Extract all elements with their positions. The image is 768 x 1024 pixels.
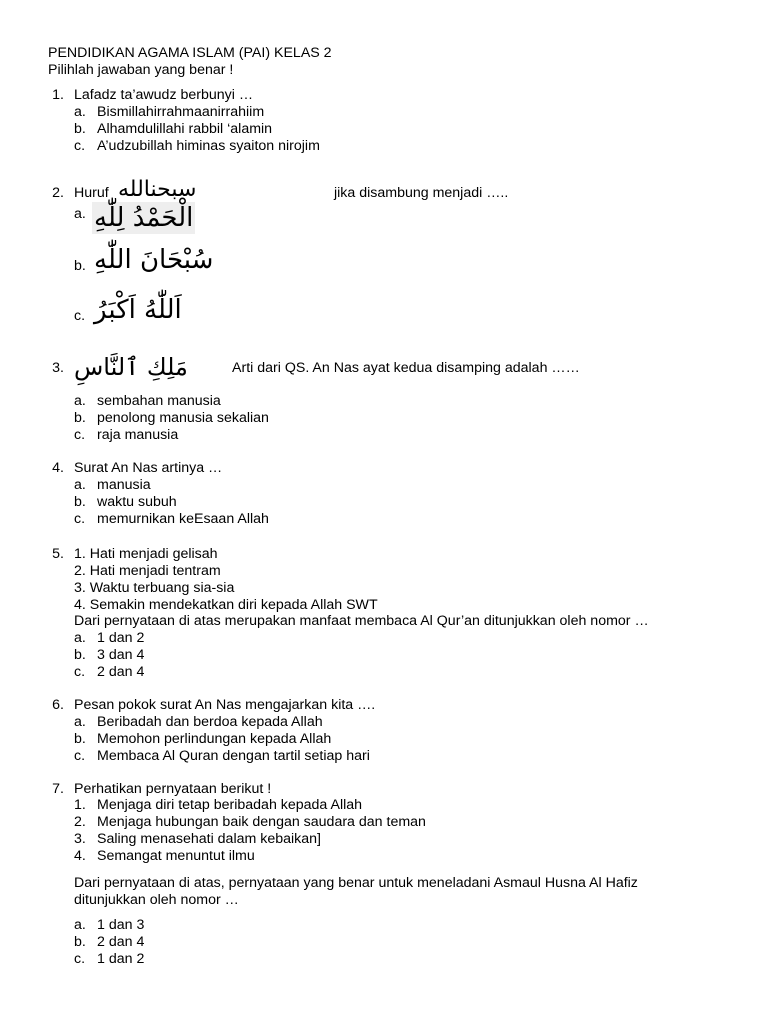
option-text: 1 dan 2	[97, 630, 145, 646]
option-label: a.	[74, 917, 86, 933]
option-label: b.	[74, 647, 86, 663]
question-text: Surat An Nas artinya …	[74, 460, 223, 476]
option-label: c.	[74, 511, 86, 527]
arabic-letters: سبحنالله	[118, 177, 197, 202]
question-text-2-cont: ditunjukkan oleh nomor …	[74, 892, 239, 908]
option-text: 1 dan 3	[97, 917, 145, 933]
question-text: Arti dari QS. An Nas ayat kedua disamping adalah ……	[232, 360, 580, 376]
option-text: raja manusia	[97, 427, 179, 443]
statement: 1. Hati menjadi gelisah	[74, 546, 218, 562]
option-text: Bismillahirrahmaanirrahiim	[97, 104, 265, 120]
statement-label: 1.	[74, 797, 86, 813]
question-text: Dari pernyataan di atas merupakan manfaat membaca Al Qur’an ditunjukkan oleh nomor …	[74, 613, 649, 629]
option-arabic: سُبْحَانَ اللّٰهِ	[94, 245, 214, 275]
question-number: 7.	[52, 781, 64, 797]
option-text: Beribadah dan berdoa kepada Allah	[97, 714, 323, 730]
option-label: c.	[74, 951, 86, 967]
question-text: Lafadz ta’awudz berbunyi …	[74, 87, 254, 103]
option-text: manusia	[97, 477, 151, 493]
option-text: penolong manusia sekalian	[97, 410, 269, 426]
option-label: a.	[74, 630, 86, 646]
question-text-suffix: jika disambung menjadi …..	[334, 185, 509, 201]
statement: 2. Hati menjadi tentram	[74, 563, 221, 579]
option-label: c.	[74, 138, 86, 154]
option-arabic: الْحَمْدُ لِلّٰهِ	[94, 203, 194, 233]
question-number: 1.	[52, 87, 64, 103]
option-text: Membaca Al Quran dengan tartil setiap hari	[97, 748, 370, 764]
option-label: a.	[74, 714, 86, 730]
option-label: b.	[74, 258, 86, 274]
option-label: a.	[74, 477, 86, 493]
question-number: 6.	[52, 697, 64, 713]
option-text: waktu subuh	[97, 494, 177, 510]
statement-text: Menjaga diri tetap beribadah kepada Allah	[97, 797, 363, 813]
instruction-text: Pilihlah jawaban yang benar !	[48, 62, 234, 78]
statement-label: 4.	[74, 848, 86, 864]
option-text: 2 dan 4	[97, 934, 145, 950]
question-text-prefix: Huruf	[74, 185, 109, 201]
option-text: Alhamdulillahi rabbil ‘alamin	[97, 121, 273, 137]
option-arabic: اَللّٰهُ اَكْبَرُ	[94, 295, 182, 325]
arabic-verse: مَلِكِ ٱلنَّاسِ	[74, 353, 188, 381]
question-text-2: Dari pernyataan di atas, pernyataan yang benar untuk meneladani Asmaul Husna Al Hafiz	[74, 875, 638, 891]
question-number: 5.	[52, 546, 64, 562]
statement-text: Saling menasehati dalam kebaikan]	[97, 831, 321, 847]
option-text: Memohon perlindungan kepada Allah	[97, 731, 332, 747]
question-text: Perhatikan pernyataan berikut !	[74, 781, 272, 797]
question-number: 4.	[52, 460, 64, 476]
option-label: a.	[74, 104, 86, 120]
question-number: 3.	[52, 360, 64, 376]
option-text: 3 dan 4	[97, 647, 145, 663]
option-label: c.	[74, 664, 86, 680]
page-title: PENDIDIKAN AGAMA ISLAM (PAI) KELAS 2	[48, 45, 332, 61]
option-label: b.	[74, 121, 86, 137]
option-label: a.	[74, 206, 86, 222]
question-number: 2.	[52, 185, 64, 201]
option-text: 2 dan 4	[97, 664, 145, 680]
option-text: memurnikan keEsaan Allah	[97, 511, 269, 527]
statement-label: 3.	[74, 831, 86, 847]
option-text: 1 dan 2	[97, 951, 145, 967]
option-label: b.	[74, 934, 86, 950]
statement-text: Semangat menuntut ilmu	[97, 848, 255, 864]
option-text: sembahan manusia	[97, 393, 221, 409]
statement: 4. Semakin mendekatkan diri kepada Allah SWT	[74, 597, 378, 613]
option-label: c.	[74, 748, 86, 764]
option-label: b.	[74, 410, 86, 426]
statement-label: 2.	[74, 814, 86, 830]
question-text: Pesan pokok surat An Nas mengajarkan kita ….	[74, 697, 376, 713]
option-label: c.	[74, 427, 86, 443]
option-text: A’udzubillah himinas syaiton nirojim	[97, 138, 320, 154]
option-label: b.	[74, 494, 86, 510]
statement-text: Menjaga hubungan baik dengan saudara dan teman	[97, 814, 426, 830]
statement: 3. Waktu terbuang sia-sia	[74, 580, 235, 596]
option-label: c.	[74, 308, 86, 324]
option-label: b.	[74, 731, 86, 747]
option-label: a.	[74, 393, 86, 409]
